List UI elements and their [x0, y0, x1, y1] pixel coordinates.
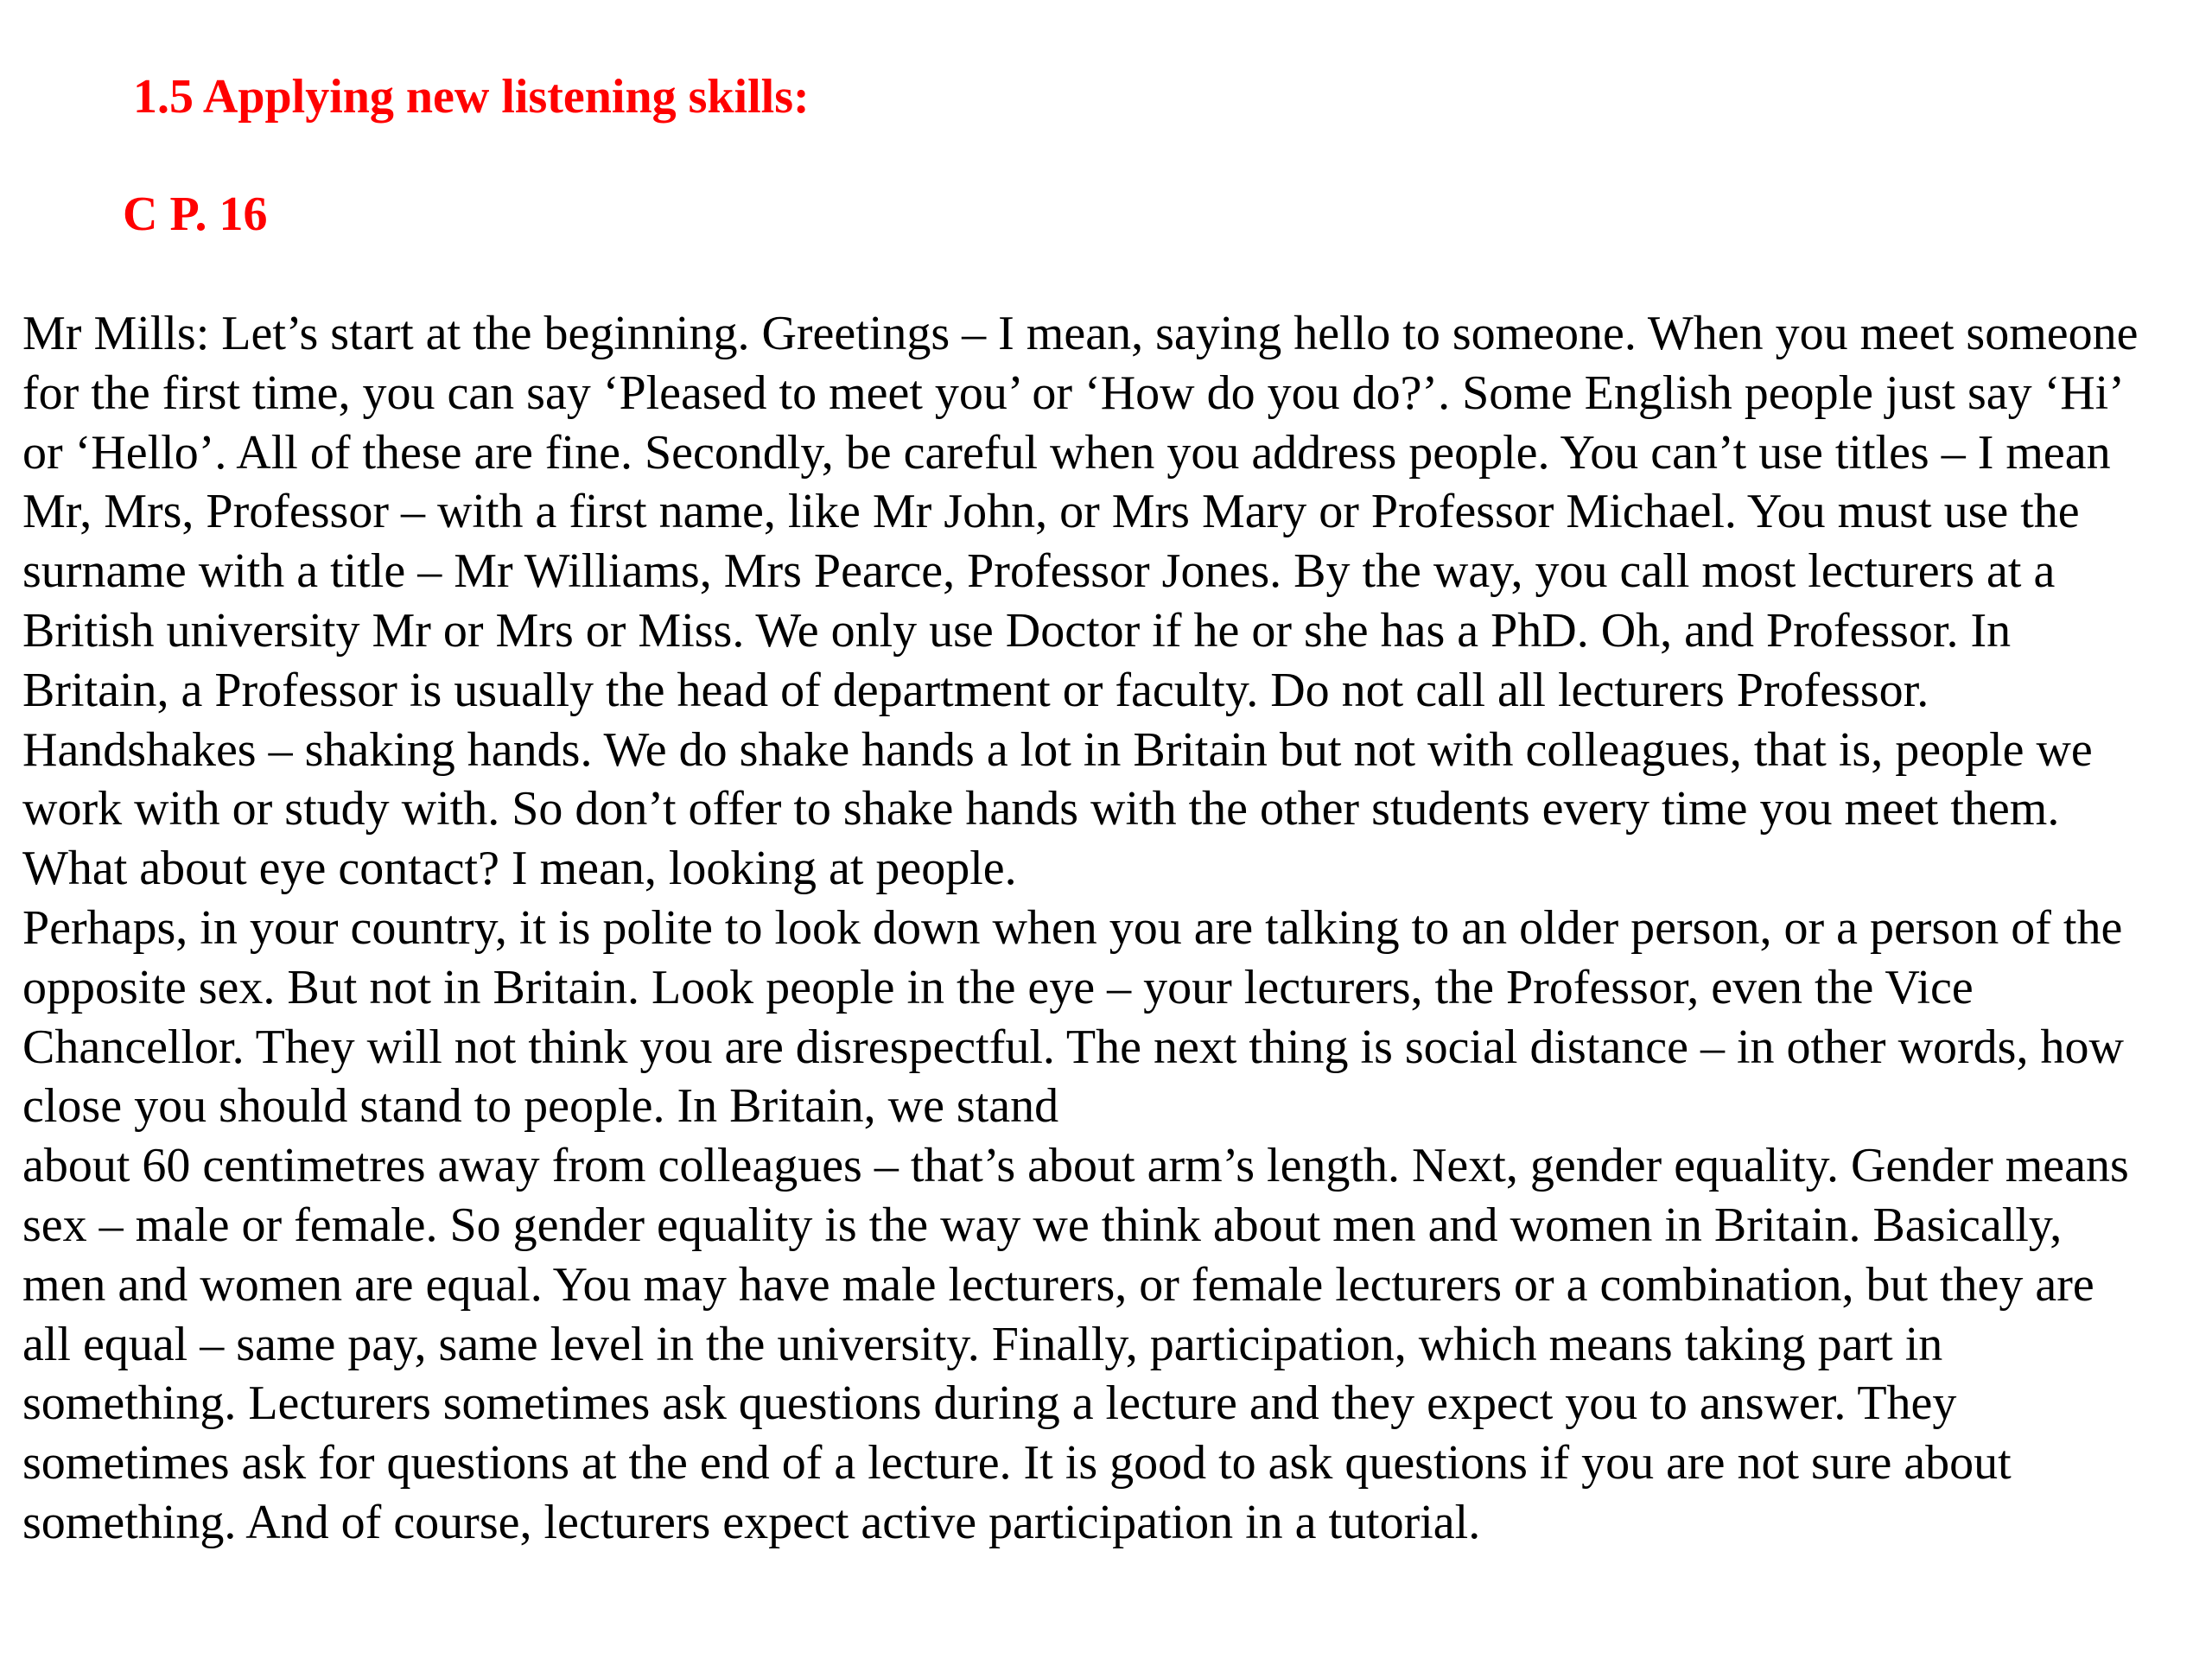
transcript-line: Mr Mills: Let’s start at the beginning. Greetings – I mean, saying hello to someone. When you meet someone: [22, 307, 2139, 360]
transcript-line: or ‘Hello’. All of these are fine. Secondly, be careful when you address people. You can’t use titles – I mean: [22, 425, 2111, 480]
transcript-line: Chancellor. They will not think you are disrespectful. The next thing is social distance – in other words, how: [22, 1020, 2124, 1074]
transcript-line: men and women are equal. You may have male lecturers, or female lecturers or a combination, but they are: [22, 1257, 2094, 1312]
transcript-line: surname with a title – Mr Williams, Mrs Pearce, Professor Jones. By the way, you call most lecturers at a: [22, 544, 2056, 599]
transcript-body: [22, 304, 2200, 1553]
transcript-line: sex – male or female. So gender equality is the way we think about men and women in Britain. Basically,: [22, 1198, 2063, 1252]
transcript-line: sometimes ask for questions at the end of a lecture. It is good to ask questions if you are not sure about: [22, 1436, 2012, 1491]
transcript-line: for the first time, you can say ‘Pleased to meet you’ or ‘How do you do?’. Some English people just say ‘Hi’: [22, 365, 2125, 420]
transcript-line: What about eye contact? I mean, looking at people.: [22, 842, 1017, 896]
transcript-line: Handshakes – shaking hands. We do shake hands a lot in Britain but not with colleagues, that is, people we: [22, 722, 2093, 777]
transcript-line: close you should stand to people. In Britain, we stand: [22, 1079, 1059, 1134]
section-title: 1.5 Applying new listening skills:: [133, 70, 810, 124]
transcript-line: Mr, Mrs, Professor – with a first name, like Mr John, or Mrs Mary or Professor Michael. You must use the: [22, 485, 2080, 539]
transcript-line: something. Lecturers sometimes ask questions during a lecture and they expect you to answer. They: [22, 1376, 1957, 1431]
transcript-line: about 60 centimetres away from colleagues – that’s about arm’s length. Next, gender equality. Gender means: [22, 1139, 2129, 1193]
transcript-line: opposite sex. But not in Britain. Look people in the eye – your lecturers, the Professor, even the Vice: [22, 960, 1974, 1014]
transcript-line: work with or study with. So don’t offer to shake hands with the other students every time you meet them.: [22, 782, 2060, 836]
transcript-line: all equal – same pay, same level in the university. Finally, participation, which means taking part in: [22, 1317, 1943, 1371]
transcript-line: Perhaps, in your country, it is polite to look down when you are talking to an older person, or a person of the: [22, 900, 2123, 955]
transcript-line: Britain, a Professor is usually the head of department or faculty. Do not call all lecturers Professor.: [22, 663, 1929, 717]
transcript-line: something. And of course, lecturers expect active participation in a tutorial.: [22, 1495, 1481, 1549]
transcript-line: British university Mr or Mrs or Miss. We only use Doctor if he or she has a PhD. Oh, and Professor. In: [22, 603, 2012, 658]
page-reference: C P. 16: [123, 188, 268, 241]
